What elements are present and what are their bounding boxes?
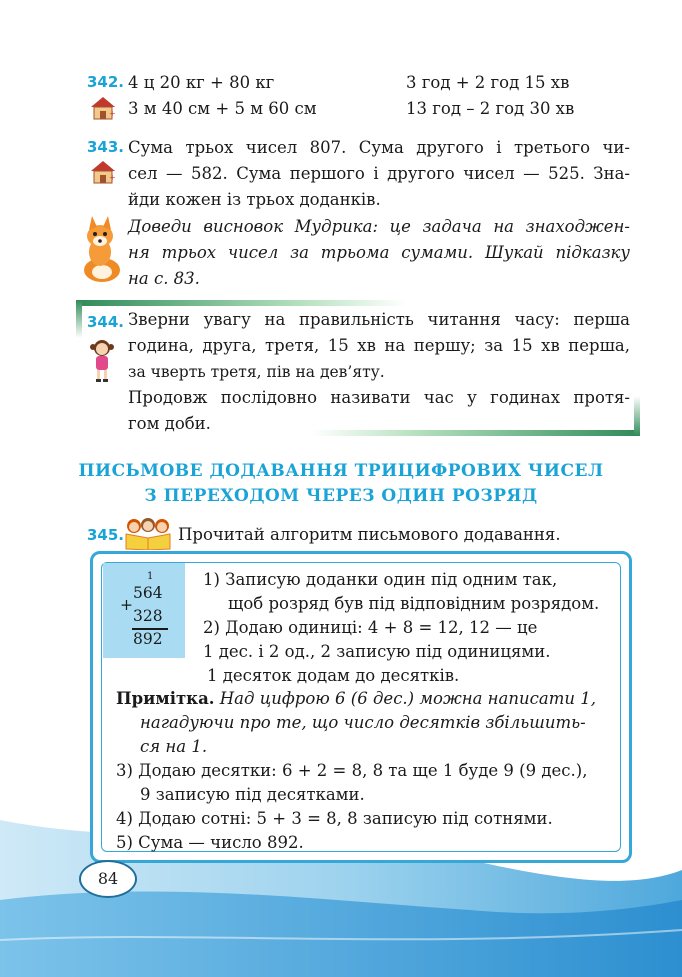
note-line-a bbox=[116, 686, 596, 712]
exercise-344-line-2: година, друга, третя, 15 хв на першу; за 15 хв перша, bbox=[128, 336, 630, 355]
step-2-line-a: 2) Додаю одиниці: 4 + 8 = 12, 12 — це bbox=[203, 618, 538, 637]
frame-bar-left bbox=[76, 300, 82, 338]
section-heading-line-2: З ПЕРЕХОДОМ ЧЕРЕЗ ОДИН РОЗРЯД bbox=[144, 486, 538, 506]
section-heading-line-1: ПИСЬМОВЕ ДОДАВАННЯ ТРИЦИФРОВИХ ЧИСЕЛ bbox=[78, 461, 604, 481]
step-1-line-b: щоб розряд був під відповідним розрядом. bbox=[228, 594, 600, 613]
exercise-343-line-1: Сума трьох чисел 807. Сума другого і третього чи- bbox=[128, 138, 630, 157]
svg-text:+: + bbox=[109, 173, 116, 182]
exercise-345-number: 345. bbox=[87, 526, 125, 544]
exercise-342-row2-left: 3 м 40 см + 5 м 60 см bbox=[128, 99, 317, 118]
exercise-344-line-4: Продовж послідовно називати час у годинах протя- bbox=[128, 388, 630, 407]
frame-bar-bottom bbox=[312, 430, 640, 436]
svg-text:+: + bbox=[109, 109, 116, 118]
reading-kids-icon bbox=[122, 516, 174, 550]
frame-bar-right bbox=[634, 396, 640, 436]
addend-1: 564 bbox=[133, 584, 163, 602]
exercise-342-row1-right: 3 год + 2 год 15 хв bbox=[406, 73, 570, 92]
step-3-line-b: 9 записую під десятками. bbox=[140, 785, 365, 804]
exercise-343-hint-line-1: Доведи висновок Мудрика: це задача на знаходжен- bbox=[128, 217, 630, 236]
note-line-c: ся на 1. bbox=[140, 737, 208, 756]
carry-digit: 1 bbox=[147, 571, 154, 582]
exercise-343-line-2: сел — 582. Сума першого і другого чисел — 525. Зна- bbox=[128, 164, 630, 183]
fox-mascot-icon bbox=[78, 214, 124, 284]
note-line-b: нагадуючи про те, що число десятків збільшить- bbox=[140, 713, 586, 732]
exercise-345-intro: Прочитай алгоритм письмового додавання. bbox=[178, 525, 561, 544]
home-task-icon bbox=[90, 96, 116, 120]
exercise-343-number: 343. bbox=[87, 138, 125, 156]
addend-2: 328 bbox=[133, 607, 163, 625]
step-2-line-b: 1 дес. і 2 од., 2 записую під одиницями. bbox=[203, 642, 551, 661]
plus-sign: + bbox=[120, 596, 133, 614]
note-label: Примітка. bbox=[116, 689, 215, 708]
step-1-line-a: 1) Записую доданки один під одним так, bbox=[203, 570, 558, 589]
step-4: 4) Додаю сотні: 5 + 3 = 8, 8 записую під сотнями. bbox=[116, 809, 553, 828]
exercise-344-number: 344. bbox=[87, 313, 125, 331]
step-2-line-c: 1 десяток додам до десятків. bbox=[207, 666, 460, 685]
exercise-343-hint-line-2: ня трьох чисел за трьома сумами. Шукай підказку bbox=[128, 243, 630, 262]
exercise-344-line-3: за чверть третя, пів на дев’яту. bbox=[128, 363, 385, 381]
sum-result: 892 bbox=[133, 630, 163, 648]
frame-bar-top bbox=[76, 300, 406, 306]
exercise-342-row2-right: 13 год – 2 год 30 хв bbox=[406, 99, 575, 118]
exercise-342-number: 342. bbox=[87, 73, 125, 91]
exercise-343-line-3: йди кожен із трьох доданків. bbox=[128, 190, 381, 209]
column-addition-box bbox=[103, 563, 185, 658]
exercise-342-row1-left: 4 ц 20 кг + 80 кг bbox=[128, 73, 275, 92]
note-text-a: Над цифрою 6 (6 дес.) можна написати 1, bbox=[219, 689, 596, 708]
step-5: 5) Сума — число 892. bbox=[116, 833, 304, 852]
step-3-line-a: 3) Додаю десятки: 6 + 2 = 8, 8 та ще 1 буде 9 (9 дес.), bbox=[116, 761, 588, 780]
exercise-343-hint-line-3: на с. 83. bbox=[128, 269, 200, 288]
exercise-344-line-1: Зверни увагу на правильність читання часу: перша bbox=[128, 310, 630, 329]
page-number: 84 bbox=[79, 860, 137, 898]
girl-mascot-icon bbox=[88, 337, 116, 383]
exercise-344-line-5: гом доби. bbox=[128, 414, 211, 433]
home-task-icon bbox=[90, 160, 116, 184]
